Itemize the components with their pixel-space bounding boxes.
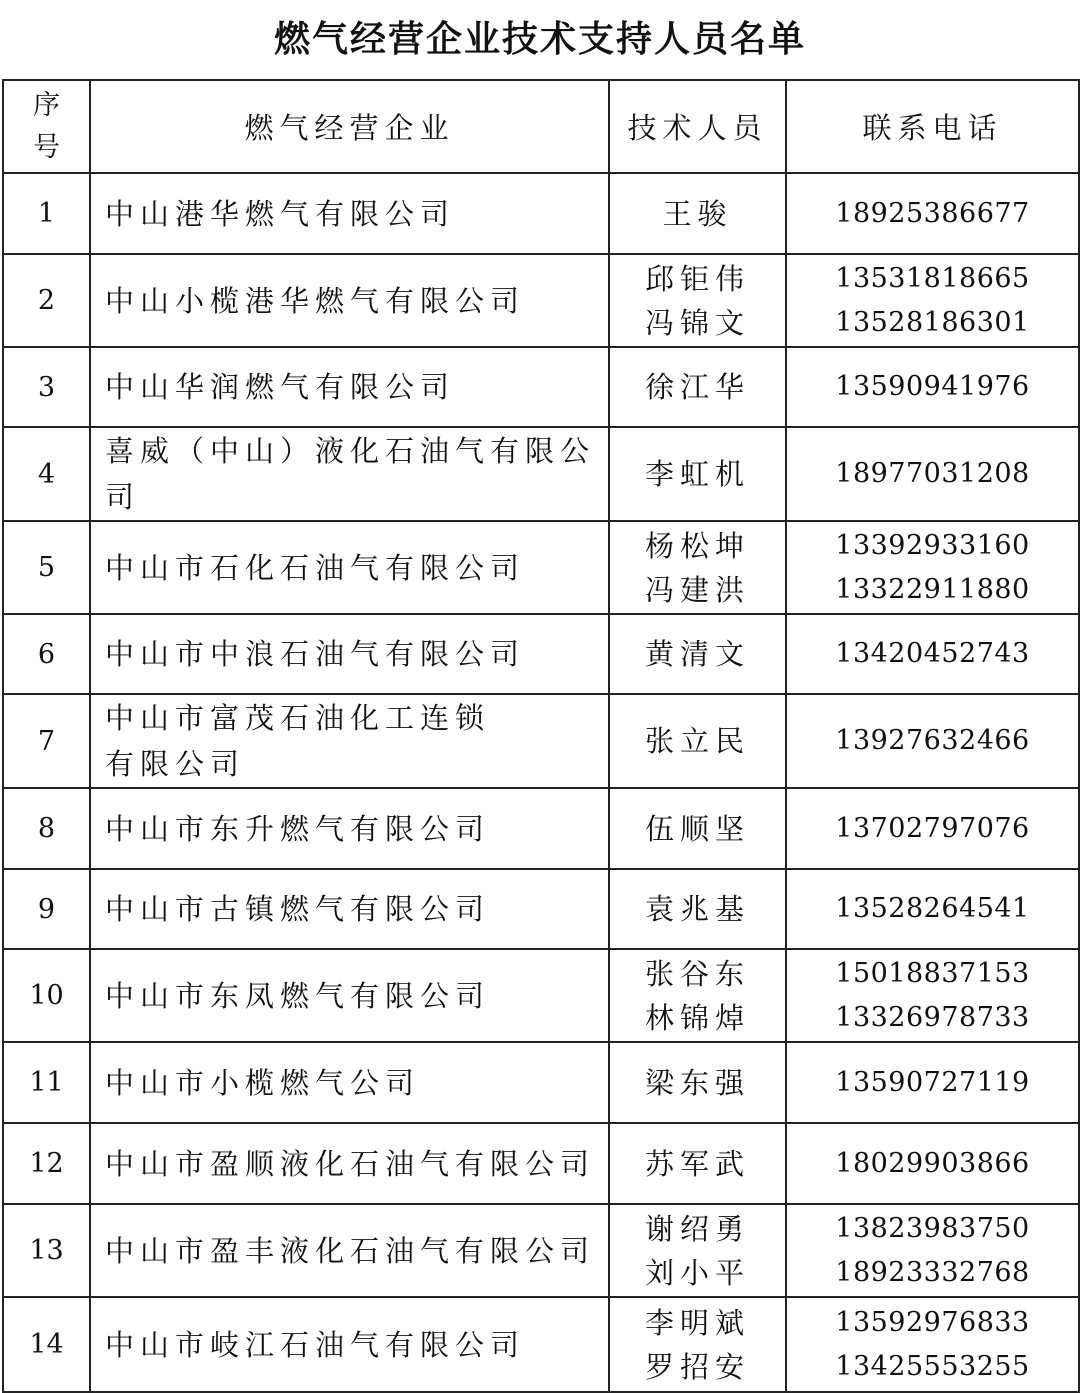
row-company [90, 1042, 609, 1123]
company-name-line: 中山市古镇燃气有限公司 [105, 892, 491, 926]
phone-number: 13420452743 [835, 638, 1030, 669]
table-row [3, 869, 1079, 949]
row-company [90, 694, 609, 788]
row-phones [786, 173, 1079, 254]
row-phones [786, 869, 1079, 949]
person-name: 梁东强 [644, 1065, 750, 1100]
phone-number: 18029903866 [835, 1147, 1030, 1179]
header-person: 技术人员 [609, 80, 786, 173]
person-name: 李明斌 [644, 1305, 750, 1340]
table-row [3, 1123, 1079, 1204]
person-name: 谢绍勇 [644, 1211, 750, 1246]
row-phones [786, 614, 1079, 694]
company-name-line: 喜威（中山）液化石油气有限公司 [105, 434, 596, 514]
row-seq: 10 [3, 949, 90, 1042]
row-persons [609, 1123, 786, 1204]
row-phones [786, 347, 1079, 427]
row-company [90, 614, 609, 694]
row-company [90, 1123, 609, 1204]
person-name: 邱钜伟 [644, 261, 750, 296]
company-name-line: 有限公司 [105, 747, 246, 781]
tech-support-table [2, 79, 1080, 1393]
person-name: 张谷东 [644, 956, 750, 991]
person-name: 冯锦文 [644, 305, 750, 340]
row-phones [786, 694, 1079, 788]
company-name-line: 中山市中浪石油气有限公司 [105, 637, 526, 671]
header-seq-line2: 号 [33, 131, 60, 163]
company-name-line: 中山市盈顺液化石油气有限公司 [105, 1146, 596, 1181]
row-company [90, 347, 609, 427]
row-company [90, 254, 609, 347]
company-name-line: 中山市岐江石油气有限公司 [105, 1327, 526, 1362]
row-persons [609, 788, 786, 869]
row-company [90, 427, 609, 521]
phone-number: 13326978733 [835, 1001, 1030, 1033]
row-company [90, 173, 609, 254]
person-name: 袁兆基 [644, 892, 750, 926]
table-row [3, 1204, 1079, 1297]
phone-number: 15018837153 [835, 957, 1030, 989]
table-row [3, 521, 1079, 614]
company-name-line: 中山市东升燃气有限公司 [105, 811, 491, 846]
row-persons [609, 254, 786, 347]
company-name-line: 中山市小榄燃气公司 [105, 1065, 421, 1100]
row-company [90, 1204, 609, 1297]
person-name: 苏军武 [644, 1146, 750, 1181]
phone-number: 13702797076 [835, 812, 1030, 844]
row-phones [786, 1297, 1079, 1392]
phone-number: 13531818665 [835, 262, 1030, 294]
phone-number: 13392933160 [835, 529, 1030, 561]
row-seq: 2 [3, 254, 90, 347]
table-row [3, 173, 1079, 254]
header-phone: 联系电话 [786, 80, 1079, 173]
phone-number: 13590941976 [835, 371, 1030, 402]
person-name: 王骏 [662, 196, 733, 231]
table-row [3, 614, 1079, 694]
company-name-line: 中山小榄港华燃气有限公司 [105, 283, 526, 318]
row-seq: 13 [3, 1204, 90, 1297]
phone-number: 18925386677 [835, 197, 1030, 229]
table-row [3, 254, 1079, 347]
row-persons [609, 694, 786, 788]
row-phones [786, 427, 1079, 521]
row-phones [786, 521, 1079, 614]
phone-number: 13823983750 [835, 1212, 1030, 1244]
table-header-row [3, 80, 1079, 173]
person-name: 罗招安 [644, 1349, 750, 1384]
row-company [90, 1297, 609, 1392]
row-company [90, 521, 609, 614]
table-row [3, 694, 1079, 788]
row-seq: 11 [3, 1042, 90, 1123]
row-persons [609, 427, 786, 521]
table-row [3, 1297, 1079, 1392]
company-name-line: 中山市富茂石油化工连锁 [105, 701, 491, 735]
row-seq: 8 [3, 788, 90, 869]
table-body [3, 173, 1079, 1392]
table-row [3, 1042, 1079, 1123]
header-seq-line1: 序 [33, 89, 60, 121]
row-seq: 7 [3, 694, 90, 788]
row-seq: 12 [3, 1123, 90, 1204]
table-row [3, 347, 1079, 427]
row-persons [609, 1297, 786, 1392]
phone-number: 13927632466 [835, 725, 1030, 756]
company-name-line: 中山市盈丰液化石油气有限公司 [105, 1233, 596, 1268]
person-name: 徐江华 [644, 370, 750, 404]
company-name-line: 中山港华燃气有限公司 [105, 196, 456, 231]
phone-number: 13590727119 [835, 1066, 1030, 1098]
row-persons [609, 521, 786, 614]
phone-number: 13425553255 [835, 1350, 1030, 1382]
person-name: 黄清文 [644, 637, 750, 671]
table-row [3, 949, 1079, 1042]
row-phones [786, 788, 1079, 869]
person-name: 张立民 [644, 724, 750, 758]
row-phones [786, 1042, 1079, 1123]
phone-number: 18923332768 [835, 1256, 1030, 1288]
row-persons [609, 869, 786, 949]
company-name-line: 中山华润燃气有限公司 [105, 370, 456, 404]
company-name-line: 中山市东凤燃气有限公司 [105, 978, 491, 1013]
phone-number: 13528264541 [835, 893, 1030, 924]
row-seq: 3 [3, 347, 90, 427]
row-persons [609, 347, 786, 427]
row-persons [609, 614, 786, 694]
row-seq: 6 [3, 614, 90, 694]
document-title: 燃气经营企业技术支持人员名单 [273, 19, 806, 60]
row-company [90, 949, 609, 1042]
row-company [90, 869, 609, 949]
row-phones [786, 254, 1079, 347]
table-row [3, 788, 1079, 869]
table-row [3, 427, 1079, 521]
row-phones [786, 949, 1079, 1042]
person-name: 李虹机 [644, 457, 750, 491]
row-seq: 9 [3, 869, 90, 949]
header-seq [3, 80, 90, 173]
row-phones [786, 1123, 1079, 1204]
row-persons [609, 1042, 786, 1123]
company-name-line: 中山市石化石油气有限公司 [105, 550, 526, 585]
row-seq: 1 [3, 173, 90, 254]
row-seq: 14 [3, 1297, 90, 1392]
row-seq: 5 [3, 521, 90, 614]
row-persons [609, 949, 786, 1042]
row-persons [609, 173, 786, 254]
person-name: 杨松坤 [644, 528, 750, 563]
phone-number: 13528186301 [835, 306, 1030, 338]
phone-number: 13592976833 [835, 1306, 1030, 1338]
phone-number: 13322911880 [835, 573, 1030, 605]
row-seq: 4 [3, 427, 90, 521]
person-name: 刘小平 [644, 1255, 750, 1290]
person-name: 林锦焯 [644, 1000, 750, 1035]
header-company: 燃气经营企业 [90, 80, 609, 173]
phone-number: 18977031208 [835, 458, 1030, 489]
row-phones [786, 1204, 1079, 1297]
person-name: 冯建洪 [644, 572, 750, 607]
person-name: 伍顺坚 [644, 811, 750, 846]
row-persons [609, 1204, 786, 1297]
row-company [90, 788, 609, 869]
